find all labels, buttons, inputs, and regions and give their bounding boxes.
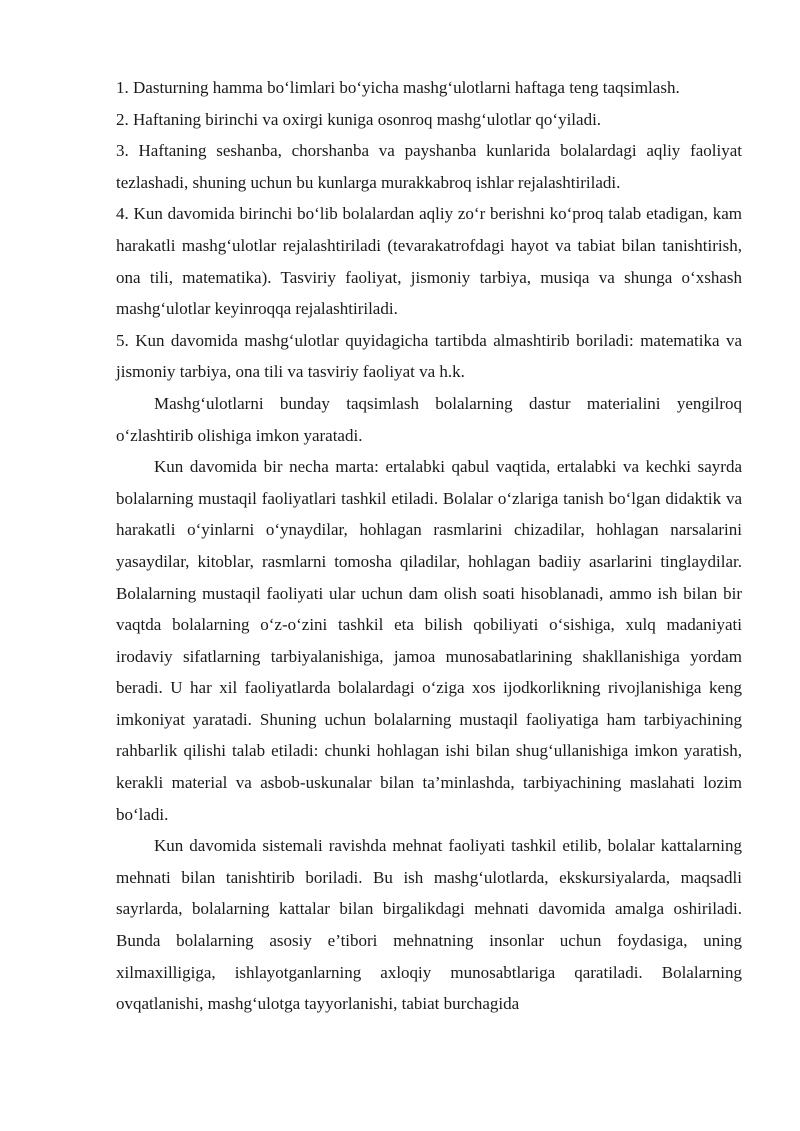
paragraph-1: Mashg‘ulotlarni bunday taqsimlash bolalarning dastur materialini yengilroq o‘zlashtirib olishiga imkon yaratadi. <box>116 393 742 445</box>
paragraph-2: Kun davomida bir necha marta: ertalabki qabul vaqtida, ertalabki va kechki sayrda bolalarning mustaqil faoliyatlari tashkil etiladi. Bolalar o‘zlariga tanish bo‘lgan didaktik va harakatli o‘yinlarni o‘ynaydilar, hohlagan rasmlarini chizadilar, hohlagan narsalarini yasaydilar, kitoblar, rasmlarni tomosha qiladilar, hohlagan badiiy asarlarini tinglaydilar. Bolalarning mustaqil faoliyati ular uchun dam olish soati hisoblanadi, ammo ish bilan bir vaqtda bolalarning o‘z-o‘zini tashkil eta bilish qobiliyati o‘sishiga, xulq madaniyati irodaviy sifatlarning tarbiyalanishiga, jamoa munosabatlarining shakllanishiga yordam beradi. U har xil faoliyatlarda bolalardagi o‘ziga xos ijodkorlikning rivojlanishiga keng imkoniyat yaratadi. Shuning uchun bolalarning mustaqil faoliyatiga ham tarbiyachining rahbarlik qilishi talab etiladi: chunki hohlagan ishi bilan shug‘ullanishiga imkon yaratish, kerakli material va asbob-uskunalar bilan ta’minlashda, tarbiyachining maslahati lozim bo‘ladi. <box>116 457 742 824</box>
paragraph-3: Kun davomida sistemali ravishda mehnat faoliyati tashkil etilib, bolalar kattalarning mehnati bilan tanishtirib boriladi. Bu ish mashg‘ulotlarda, ekskursiyalarda, maqsadli sayrlarda, bolalarning kattalar bilan birgalikdagi mehnati davomida amalga oshiriladi. Bunda bolalarning asosiy e’tibori mehnatning insonlar uchun foydasiga, uning xilmaxilligiga, ishlayotganlarning axloqiy munosabtlariga qaratiladi. Bolalarning ovqatlanishi, mashg‘ulotga tayyorlanishi, tabiat burchagida <box>116 836 742 1014</box>
list-item-1: 1. Dasturning hamma bo‘limlari bo‘yicha mashg‘ulotlarni haftaga teng taqsimlash. <box>116 78 680 97</box>
list-item-2: 2. Haftaning birinchi va oxirgi kuniga osonroq mashg‘ulotlar qo‘yiladi. <box>116 109 602 129</box>
list-item-4: 4. Kun davomida birinchi bo‘lib bolalardan aqliy zo‘r berishni ko‘proq talab etadigan, kam harakatli mashg‘ulotlar rejalashtiriladi (tevarakatrofdagi hayot va tabiat bilan tanishtirish, ona tili, matematika). Tasviriy faoliyat, jismoniy tarbiya, musiqa va shunga o‘xshash mashg‘ulotlar keyinroqqa rejalashtiriladi. <box>116 204 742 319</box>
list-item-3: 3. Haftaning seshanba, chorshanba va payshanba kunlarida bolalardagi aqliy faoliyat tezlashadi, shuning uchun bu kunlarga murakkabroq ishlar rejalashtiriladi. <box>116 141 742 192</box>
document-page <box>116 72 742 1020</box>
list-item-5: 5. Kun davomida mashg‘ulotlar quyidagicha tartibda almashtirib boriladi: matematika va jismoniy tarbiya, ona tili va tasviriy faoliyat va h.k. <box>116 330 742 382</box>
